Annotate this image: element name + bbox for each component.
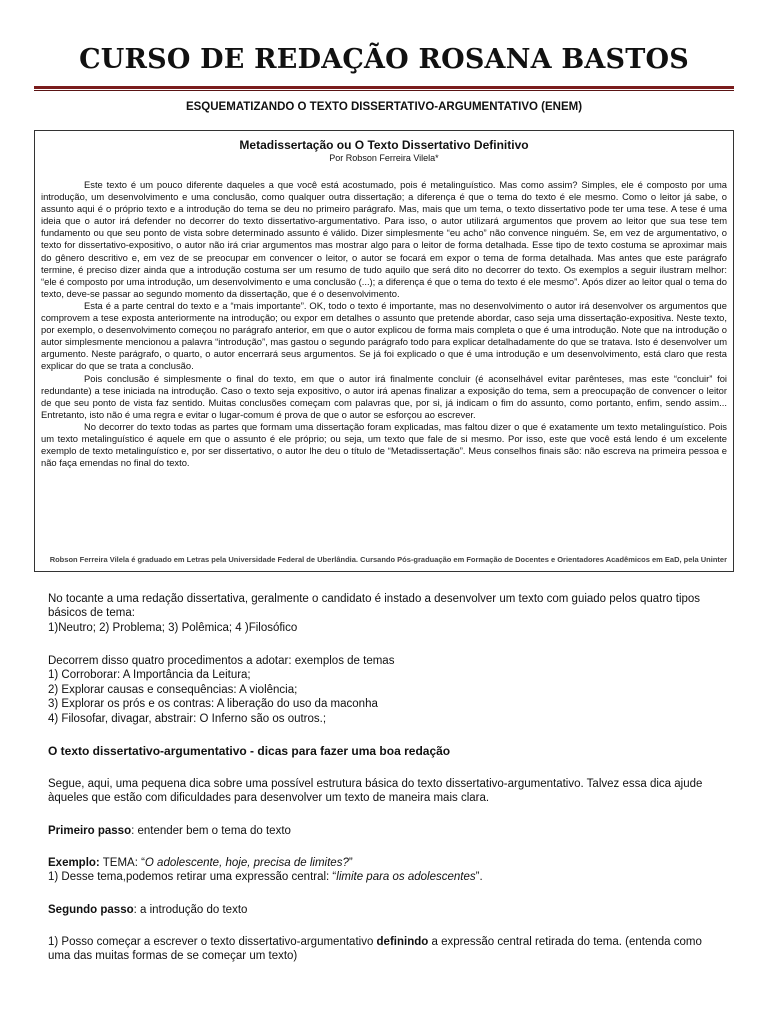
- article-box: [34, 130, 734, 572]
- list-item: 1) Corroborar: A Importância da Leitura;: [48, 669, 251, 682]
- text-line: uma das muitas formas de se começar um texto): [48, 950, 298, 963]
- list-item: 3) Explorar os prós e os contras: A liberação do uso da maconha: [48, 698, 378, 711]
- step-text: : entender bem o tema do texto: [131, 825, 291, 837]
- step-two-item: [48, 935, 738, 964]
- themes-intro: [48, 592, 738, 635]
- item-prefix: 1) Posso começar a escrever o texto dissertativo-argumentativo: [48, 936, 377, 948]
- theme-types: 1)Neutro; 2) Problema; 3) Polêmica; 4 )Filosófico: [48, 621, 298, 634]
- example-line2-prefix: 1) Desse tema,podemos retirar uma expressão central: “: [48, 871, 337, 884]
- article-paragraph: Pois conclusão é simplesmente o final do texto, em que o autor irá finalmente concluir (é aconselhável evitar parênteses, mas este “concluir” foi redundante) a tese iniciada na introdução. Caso o texto seja expositivo, o autor irá apenas finalizar a exposição do tema, sem a preocupação de convencer o leitor de que seu ponto de vista faz sentido. Muitas conclusões começam com palavras que, por si, já indicam o fim do assunto, como portanto, enfim, sendo assim... Entretanto, isto não é uma regra e evitar o lugar-comum é prova de que o autor se esforçou ao escrever.: [41, 372, 727, 420]
- article-title: Metadissertação ou O Texto Dissertativo Definitivo: [239, 138, 529, 152]
- example-phrase: limite para os adolescentes: [336, 871, 476, 884]
- article-paragraph: No decorrer do texto todas as partes que formam uma dissertação foram explicadas, mas faltou dizer o que é exatamente um texto metalinguístico. Pois um texto metalinguístico é aquele em que o assunto é ele próprio; ou seja, um texto que fale de si mesmo. Por isso, este que você está lendo é um excelente exemplo de texto metalinguístico e, por ser dissertativo, o autor lhe deu o título de “Metadissertação”. Meus conselhos finais são: não escreva na primeira pessoa e não faça emendas no final do texto.: [41, 420, 727, 469]
- procedures-intro: Decorrem disso quatro procedimentos a adotar: exemplos de temas: [48, 655, 395, 667]
- example-line: [48, 870, 738, 884]
- text-line: Segue, aqui, uma pequena dica sobre uma possível estrutura básica do texto dissertativo-argumentativo. Talvez essa dica ajude: [48, 778, 703, 790]
- text-line: [48, 935, 738, 949]
- item-suffix: a expressão central retirada do tema. (entenda como: [428, 936, 702, 948]
- step-one: [48, 824, 738, 838]
- section-heading: O texto dissertativo-argumentativo - dicas para fazer uma boa redação: [48, 744, 451, 758]
- title-rule: [34, 86, 734, 89]
- article-paragraph: Este texto é um pouco diferente daqueles a que você está acostumado, pois é metalinguístico. Mas como assim? Simples, ele é composto por uma introdução, um desenvolvimento e uma conclusão, como qualquer outra dissertação; a diferença é que o tema do texto é ele mesmo. Como o leitor já sabe, o assunto aqui é o próprio texto e a introdução do tema se deu no primeiro parágrafo. Mas, mais que um tema, o texto dissertativo pode ter uma tese. A tese é uma ideia que o autor irá defender no decorrer do texto dissertativo-argumentativo. Para isso, o autor utilizará argumentos que provem ao leitor que sua tese tem fundamento ou que seu ponto de vista sobre determinado assunto é válido. Dizer simplesmente “eu acho” não convence ninguém. Se, em vez de argumentativo, o texto for dissertativo-expositivo, o autor não irá criar argumentos mas mostrar algo para o leitor de forma detalhada. Esse tipo de texto costuma se aproximar mais do gênero descritivo e, em vez de se preocupar em convencer o leitor, o autor se focará em expor o tema de forma detalhada. Mas antes que este parágrafo termine, é preciso dizer ainda que a introdução costuma ser um resumo de tudo aquilo que será dito no decorrer do texto. Os exemplos a seguir ilustram melhor: “ele é composto por uma introdução, um desenvolvimento e uma conclusão (...); a diferença é que o tema do texto é ele mesmo”. Após dizer ao leitor qual o tema do texto, deve-se passar ao segundo momento da dissertação, que é o desenvolvimento.: [41, 179, 727, 299]
- title-rule-secondary: [34, 90, 734, 91]
- list-item: 2) Explorar causas e consequências: A violência;: [48, 683, 298, 696]
- example-line2-suffix: ”.: [475, 871, 483, 884]
- example-theme: O adolescente, hoje, precisa de limites?: [144, 857, 349, 869]
- page-title: CURSO DE REDAÇÃO ROSANA BASTOS: [79, 44, 689, 75]
- section-intro: [48, 777, 738, 806]
- article-body: [41, 179, 727, 469]
- article-footnote: Robson Ferreira Vilela é graduado em Letras pela Universidade Federal de Uberlândia. Cursando Pós-graduação em Formação de Docentes e Orientadores Acadêmicos em EaD, pela Uninter: [49, 555, 727, 564]
- example-suffix: ”: [348, 857, 353, 869]
- step-label: Primeiro passo: [48, 825, 132, 837]
- step-text: : a introdução do texto: [133, 904, 248, 916]
- article-author: Por Robson Ferreira Vilela*: [329, 153, 439, 163]
- example-prefix: TEMA: “: [99, 857, 145, 869]
- example-label: Exemplo:: [48, 857, 100, 869]
- step-label: Segundo passo: [48, 904, 134, 916]
- list-item: 4) Filosofar, divagar, abstrair: O Inferno são os outros.;: [48, 712, 327, 725]
- step-two: [48, 903, 738, 917]
- article-paragraph: Esta é a parte central do texto e a “mais importante”. OK, todo o texto é importante, mas no desenvolvimento o autor irá desenvolver os argumentos que comprovem a tese exposta anteriormente na introdução; ou expor em detalhes o assunto que pretende abordar, caso seja uma dissertação-expositiva. Neste texto, por exemplo, o desenvolvimento começou no parágrafo anterior, em que o autor explicou de forma mais completa o que é uma introdução. Note que na introdução o autor simplesmente mencionou a palavra “introdução”, mas gastou o segundo parágrafo todo para explicar detalhadamente do que se tratava. Isto é desenvolver um argumento. Neste parágrafo, o quarto, o autor encerrará seus argumentos. Se já foi explicado o que é uma introdução e um desenvolvimento, está claro que resta explicar do que se trata a conclusão.: [41, 299, 727, 372]
- example-block: [48, 856, 738, 885]
- procedures-list: [48, 654, 738, 726]
- text-line: básicos de tema:: [48, 607, 135, 620]
- text-line: àqueles que estão com dificuldades para desenvolver um texto de maneira mais clara.: [48, 792, 490, 805]
- example-line: [48, 856, 738, 870]
- item-bold: definindo: [376, 936, 429, 948]
- text-line: No tocante a uma redação dissertativa, geralmente o candidato é instado a desenvolver um texto com guiado pelos quatro tipos: [48, 593, 701, 605]
- page-subtitle: ESQUEMATIZANDO O TEXTO DISSERTATIVO-ARGUMENTATIVO (ENEM): [185, 101, 583, 113]
